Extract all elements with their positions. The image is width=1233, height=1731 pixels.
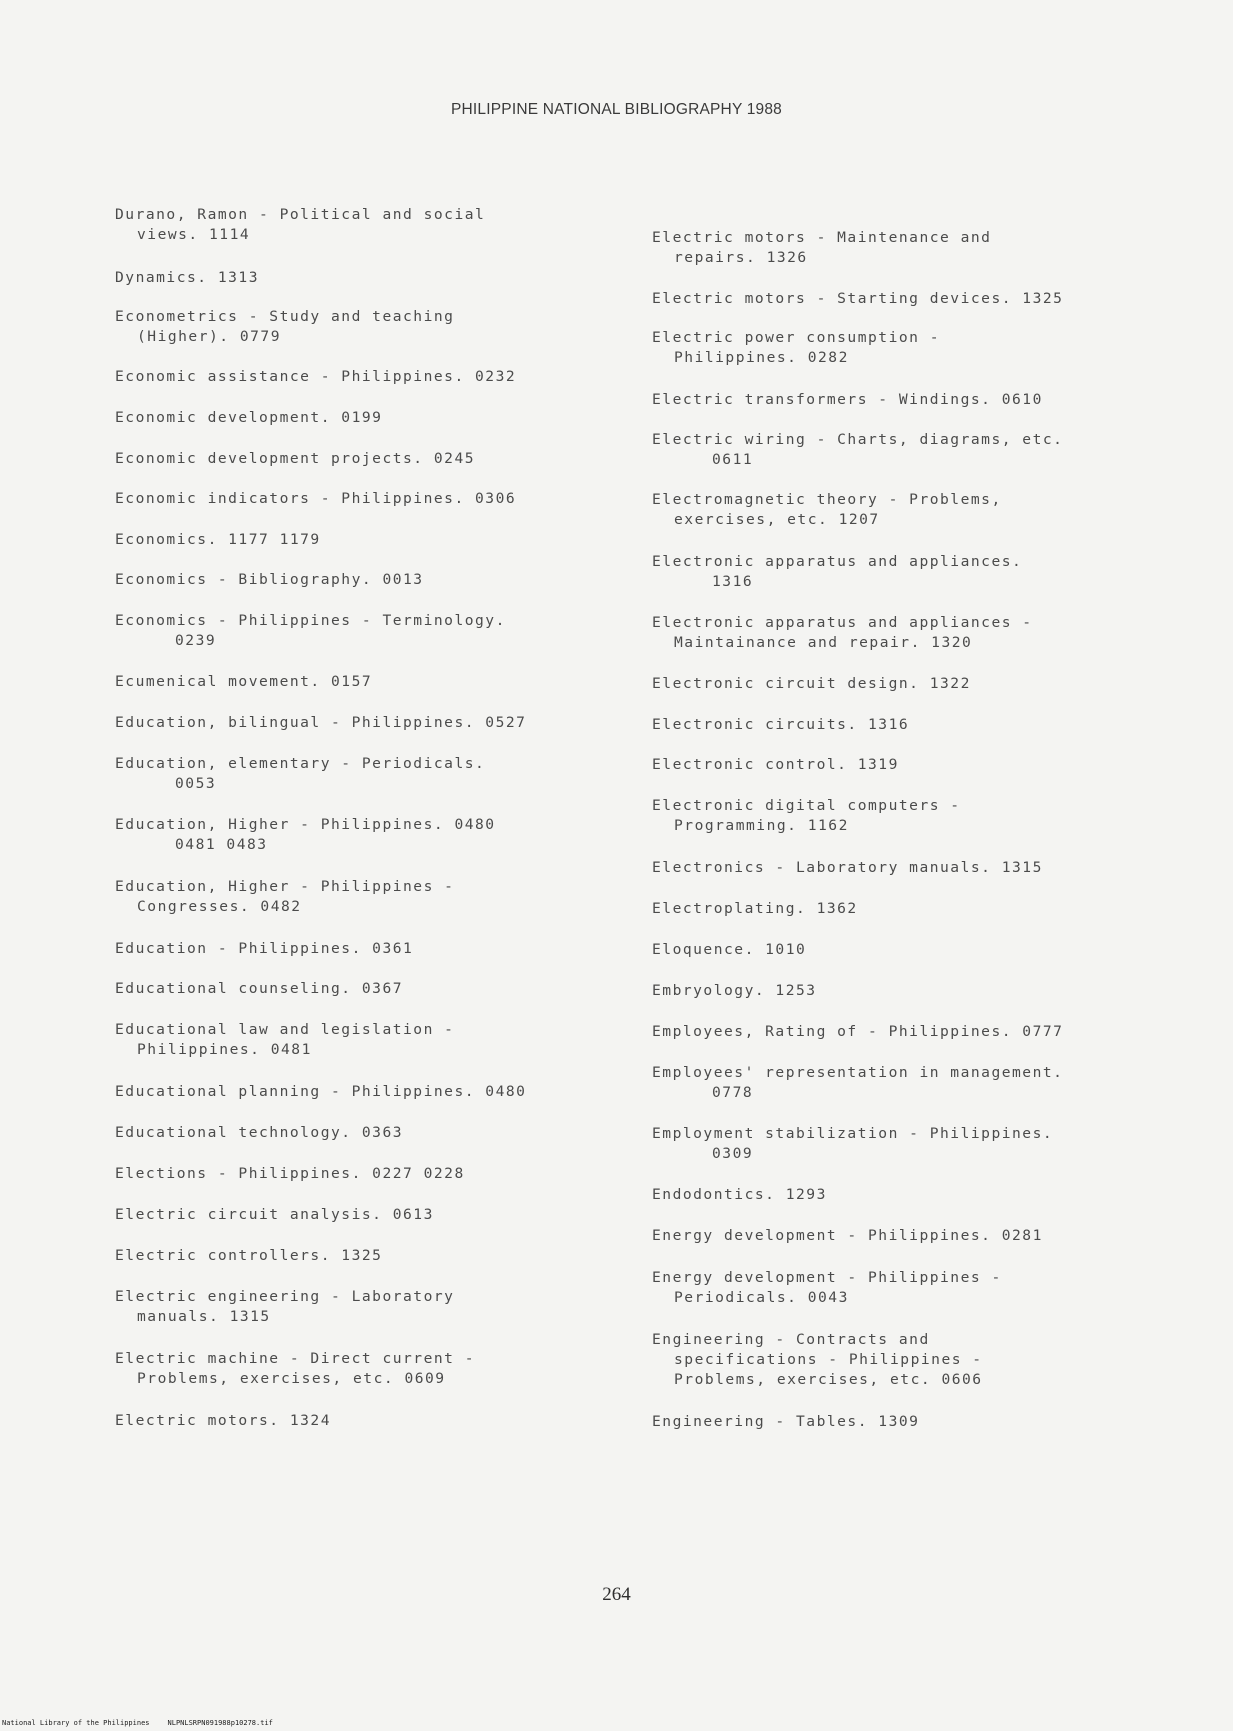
index-entry: Embryology. 1253 [652,982,817,999]
index-entry: Engineering - Tables. 1309 [652,1413,920,1430]
index-entry: Economics. 1177 1179 [115,531,321,548]
index-entry: Energy development - Philippines - Periodicals. 0043 [652,1269,1002,1306]
index-entry: Electric power consumption - Philippines. 0282 [652,329,941,366]
index-entry: Electronics - Laboratory manuals. 1315 [652,859,1043,876]
index-entry: Educational technology. 0363 [115,1124,404,1141]
index-entry: Economic development projects. 0245 [115,450,476,467]
index-entry: Employees, Rating of - Philippines. 0777 [652,1023,1064,1040]
index-entry: Economic assistance - Philippines. 0232 [115,368,517,385]
index-entry: Electric motors - Starting devices. 1325 [652,290,1064,307]
index-entry: Educational planning - Philippines. 0480 [115,1083,527,1100]
index-entry: Economic development. 0199 [115,409,383,426]
scan-footer [2,1719,291,1727]
footer-file: NLPNLSRPN091988p10278.tif [167,1719,273,1727]
index-entry: Electronic digital computers - Programming. 1162 [652,797,961,834]
index-entry: Economics - Bibliography. 0013 [115,571,424,588]
index-entry: Electric motors - Maintenance and repairs. 1326 [652,229,992,266]
index-entry: Durano, Ramon - Political and social views. 1114 [115,206,486,243]
index-entry: Employees' representation in management. 0778 [652,1064,1064,1101]
index-entry: Electric engineering - Laboratory manuals. 1315 [115,1288,455,1325]
index-entry: Elections - Philippines. 0227 0228 [115,1165,465,1182]
index-entry: Engineering - Contracts and specifications - Philippines - Problems, exercises, etc. 0606 [652,1331,983,1388]
index-entry: Economics - Philippines - Terminology. 0239 [115,612,506,649]
index-entry: Endodontics. 1293 [652,1186,827,1203]
index-entry: Electronic control. 1319 [652,756,899,773]
index-entry: Employment stabilization - Philippines. 0309 [652,1125,1054,1162]
index-entry: Energy development - Philippines. 0281 [652,1227,1043,1244]
index-entry: Dynamics. 1313 [115,269,260,286]
index-entry: Electronic circuits. 1316 [652,716,910,733]
index-entry: Electronic circuit design. 1322 [652,675,971,692]
index-entry: Electric motors. 1324 [115,1412,332,1429]
index-entry: Educational counseling. 0367 [115,980,404,997]
index-entry: Electric wiring - Charts, diagrams, etc. 0611 [652,431,1064,468]
page-number: 264 [602,1584,631,1605]
index-entry: Education, elementary - Periodicals. 0053 [115,755,486,792]
index-entry: Education, Higher - Philippines - Congresses. 0482 [115,878,455,915]
index-entry: Education, bilingual - Philippines. 0527 [115,714,527,731]
index-entry: Electroplating. 1362 [652,900,858,917]
index-entry: Education - Philippines. 0361 [115,940,414,957]
index-entry: Education, Higher - Philippines. 0480 0481 0483 [115,816,496,853]
index-entry: Electronic apparatus and appliances. 1316 [652,553,1023,590]
index-entry: Electric transformers - Windings. 0610 [652,391,1043,408]
index-entry: Econometrics - Study and teaching (Higher). 0779 [115,308,455,345]
index-entry: Ecumenical movement. 0157 [115,673,373,690]
index-entry: Electromagnetic theory - Problems, exercises, etc. 1207 [652,491,1002,528]
index-entry: Economic indicators - Philippines. 0306 [115,490,517,507]
index-entry: Electric circuit analysis. 0613 [115,1206,434,1223]
index-entry: Electronic apparatus and appliances - Maintainance and repair. 1320 [652,614,1033,651]
index-entry: Eloquence. 1010 [652,941,807,958]
index-entry: Electric controllers. 1325 [115,1247,383,1264]
footer-library: National Library of the Philippines [2,1719,150,1727]
index-entry: Electric machine - Direct current - Problems, exercises, etc. 0609 [115,1350,476,1387]
index-entry: Educational law and legislation - Philippines. 0481 [115,1021,455,1058]
page-header: PHILIPPINE NATIONAL BIBLIOGRAPHY 1988 [450,101,782,118]
